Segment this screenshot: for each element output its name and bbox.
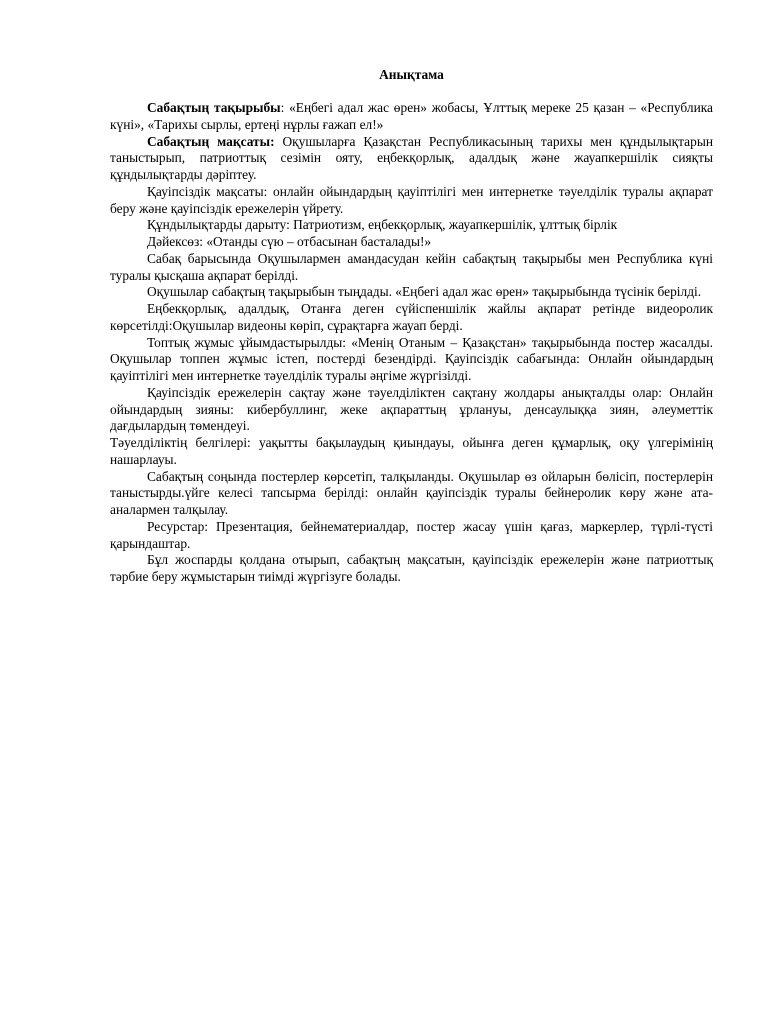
topic-listening-paragraph: Оқушылар сабақтың тақырыбын тыңдады. «Еңбегі адал жас өрен» тақырыбында түсінік берілді.: [147, 284, 702, 300]
document-body: [110, 67, 713, 586]
document-title: Анықтама: [379, 67, 444, 82]
goal-label: Сабақтың мақсаты:: [147, 133, 275, 149]
addiction-signs-paragraph: Тәуелділіктің белгілері: уақытты бақылаудың қиындауы, ойынға деген құмарлық, оқу үлгерімінің нашарлауы.: [110, 435, 713, 467]
goal-paragraph: [110, 134, 713, 184]
topic-text: : «Еңбегі адал жас өрен» жобасы, Ұлттық мереке 25 қазан – «Республика күні», «Тарихы сырлы, ертеңі нұрлы ғажап ел!»: [110, 100, 713, 132]
topic-label: Сабақтың тақырыбы: [147, 100, 281, 115]
video-paragraph: Еңбекқорлық, адалдық, Отанға деген сүйіспеншілік жайлы ақпарат ретінде видеоролик көрсетілді:Оқушылар видеоны көріп, сұрақтарға жауап берді.: [110, 301, 713, 333]
resources-paragraph: Ресурстар: Презентация, бейнематериалдар, постер жасау үшін қағаз, маркерлер, түрлі-түсті қарындаштар.: [110, 518, 713, 551]
topic-paragraph: [110, 100, 713, 134]
group-work-paragraph: Топтық жұмыс ұйымдастырылды: «Менің Отаным – Қазақстан» тақырыбында постер жасалды. Оқушылар топпен жұмыс істеп, постерді безендірді. Қауіпсіздік сабағында: Онлайн ойындардың қауіптілігі мен интернетке тәуелділік туралы әңгіме жүргізілді.: [110, 334, 713, 383]
values-paragraph: Құндылықтарды дарыту: Патриотизм, еңбекқорлық, жауапкершілік, ұлттық бірлік: [147, 217, 618, 233]
safety-rules-paragraph: Қауіпсіздік ережелерін сақтау және тәуелділіктен сақтану жолдары анықталды олар: Онлайн ойындардың зияны: кибербуллинг, жеке ақпараттың ұрлануы, денсаулыққа зиян, әлеуметтік дағдылардың төмендеуі.: [110, 384, 713, 434]
conclusion-paragraph: Бұл жоспарды қолдана отырып, сабақтың мақсатын, қауіпсіздік ережелерін және патриоттық тәрбие беру жұмыстарын тиімді жүргізуге болады.: [110, 552, 713, 584]
safety-goal-paragraph: Қауіпсіздік мақсаты: онлайн ойындардың қауіптілігі мен интернетке тәуелділік туралы ақпарат беру және қауіпсіздік ережелерін үйрету.: [110, 183, 713, 216]
quote-paragraph: Дәйексөз: «Отанды сүю – отбасынан басталады!»: [147, 234, 432, 249]
goal-text: Оқушыларға Қазақстан Республикасының тарихы мен құндылықтарын таныстырып, патриоттық сезімін ояту, еңбекқорлық, адалдық және жауапкершілік сияқты құндылықтарды дәріптеу.: [110, 133, 713, 182]
lesson-end-paragraph: Сабақтың соңында постерлер көрсетіп, талқыланды. Оқушылар өз ойларын бөлісіп, постерлерін таныстырды.үйге келесі тапсырма берілді: онлайн қауіпсіздік туралы бейнеролик көру және ата-аналармен талқылау.: [110, 468, 713, 517]
lesson-progress-paragraph: Сабақ барысында Оқушылармен амандасудан кейін сабақтың тақырыбы мен Республика күні туралы қысқаша ақпарат берілді.: [110, 250, 713, 283]
